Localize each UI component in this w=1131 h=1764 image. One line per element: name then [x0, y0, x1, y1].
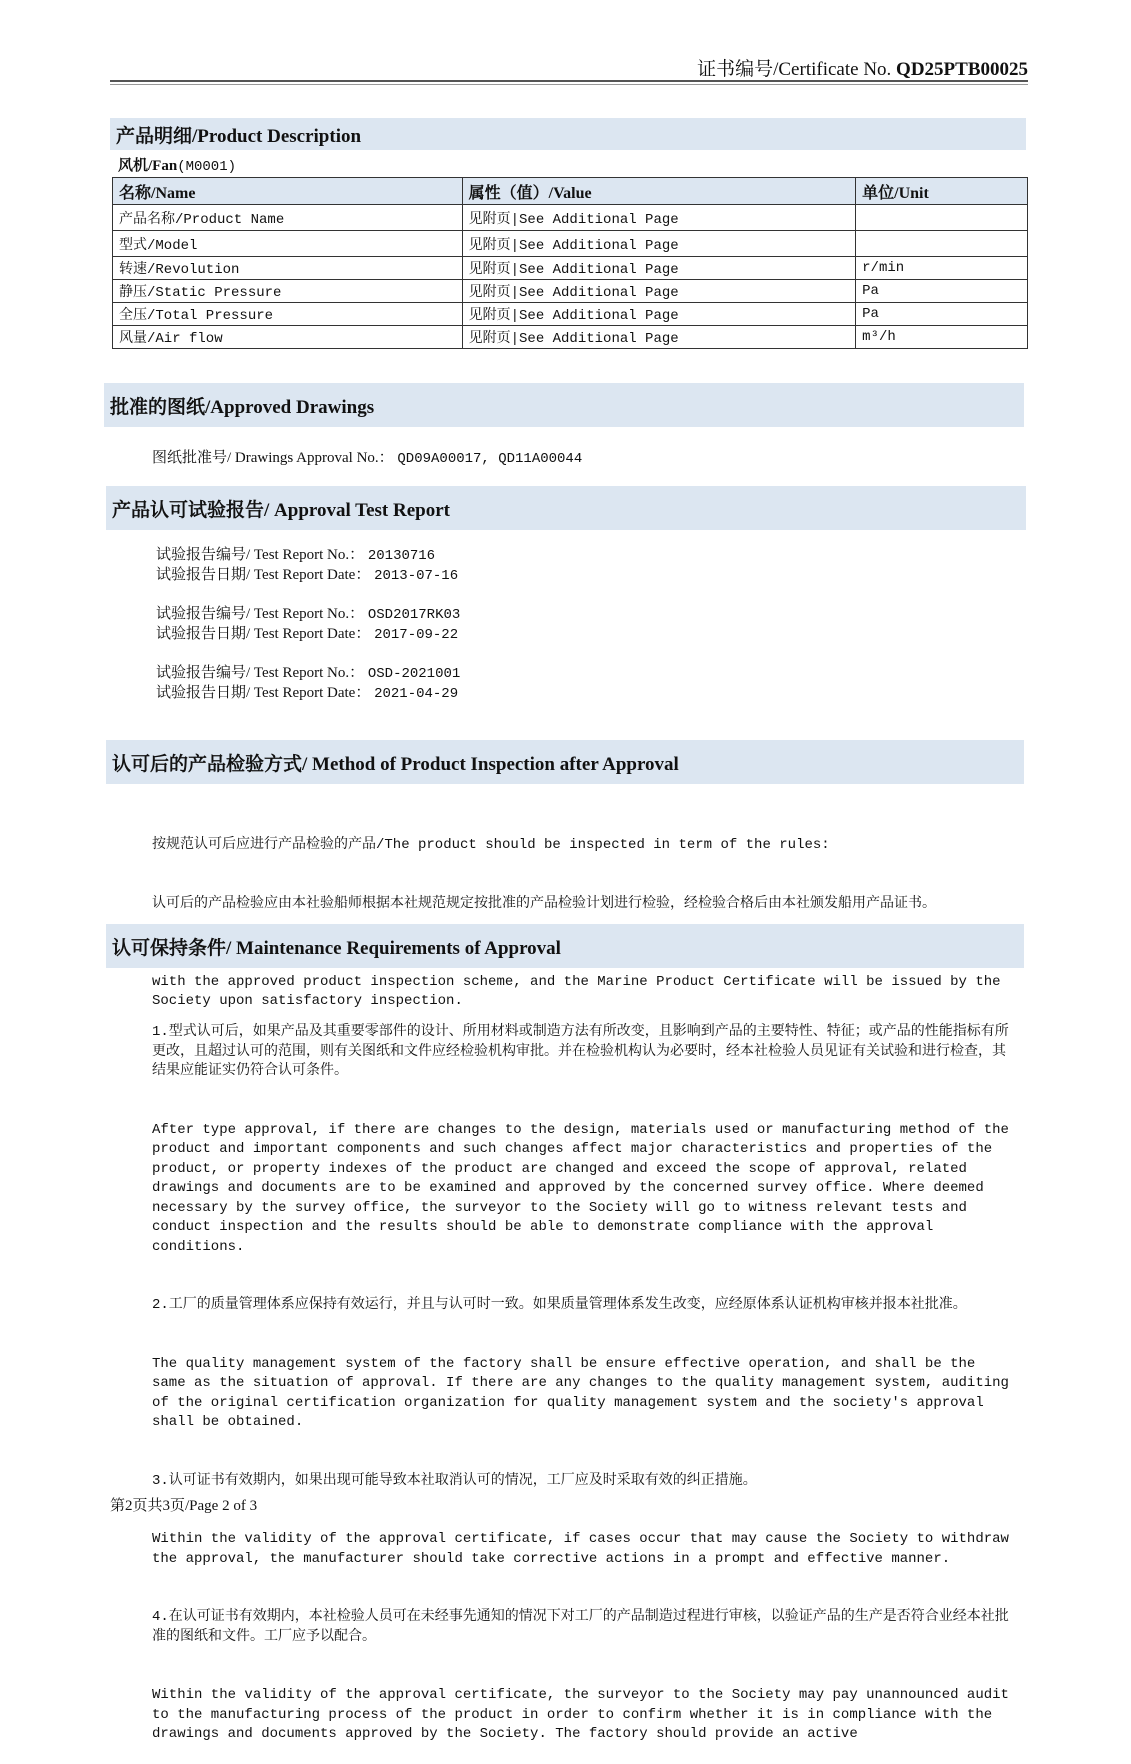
maintenance-p4-cn: 4.在认可证书有效期内，本社检验人员可在未经事先通知的情况下对工厂的产品制造过程进行审核，以验证产品的生产是否符合业经本社批准的图纸和文件。工厂应予以配合。 [152, 1609, 1009, 1645]
cell-value: 见附页|See Additional Page [462, 326, 856, 349]
section-product-description [110, 118, 1026, 150]
drawings-approval-value: QD09A00017, QD11A00044 [397, 451, 583, 467]
report-date-label: 试验报告日期/ Test Report Date： [156, 684, 371, 701]
maintenance-p2-cn: 2.工厂的质量管理体系应保持有效运行，并且与认可时一致。如果质量管理体系发生改变，应经原体系认证机构审核并报本社批准。 [152, 1297, 967, 1313]
maintenance-p3-cn: 3.认可证书有效期内，如果出现可能导致本社取消认可的情况，工厂应及时采取有效的纠正措施。 [152, 1472, 757, 1489]
header-divider [110, 80, 1028, 82]
cell-name: 全压/Total Pressure [113, 303, 463, 326]
product-type: 风机/Fan [118, 158, 178, 174]
maintenance-p1-en: After type approval, if there are changes to the design, materials used or manufacturing method of the product and important components and such changes affect major characteristics and properties of the product, or property indexes of the product are changed and exceed the scope of approval, related drawings and documents are to be examined and approved by the concerned survey office. Where deemed necessary by the survey office, the surveyor to the Society will go to witness relevant tests and conduct inspection and the results should be able to demonstrate compliance with the approval conditions. [152, 1121, 1018, 1255]
maintenance-p3-en: Within the validity of the approval certificate, if cases occur that may cause the Society to withdraw the approval, the manufacturer should take corrective actions in a prompt and effective manner. [152, 1531, 1018, 1567]
report-no-label: 试验报告编号/ Test Report No.： [156, 547, 365, 563]
table-row [113, 326, 1028, 349]
column-header-unit: 单位/Unit [856, 178, 1028, 205]
test-report-entry [156, 546, 458, 585]
table-row [113, 303, 1028, 326]
cell-unit: m³/h [856, 326, 1028, 349]
maintenance-p4-en: Within the validity of the approval certificate, the surveyor to the Society may pay unannounced audit to the manufacturing process of the product in order to confirm whether it is in compliance with the drawings and documents approved by the Society. The factory should provide an active [152, 1687, 1018, 1742]
table-row [113, 280, 1028, 303]
report-date-label: 试验报告日期/ Test Report Date： [156, 566, 371, 583]
cell-value: 见附页|See Additional Page [462, 303, 856, 326]
section-title: 产品明细/Product Description [116, 125, 362, 147]
section-title: 认可后的产品检验方式/ Method of Product Inspection after Approval [112, 753, 679, 775]
inspection-line-1: 按规范认可后应进行产品检验的产品/The product should be inspected in term of the rules: [152, 837, 830, 853]
cell-unit: Pa [856, 280, 1028, 303]
test-report-entry [156, 664, 460, 703]
cell-value: 见附页|See Additional Page [462, 231, 856, 257]
inspection-line-2-cn: 认可后的产品检验应由本社验船师根据本社规范规定按批准的产品检验计划进行检验，经检验合格后由本社颁发船用产品证书。 [152, 895, 936, 912]
report-no: 20130716 [367, 548, 436, 564]
cell-name: 转速/Revolution [113, 257, 463, 280]
drawings-approval-label: 图纸批准号/ Drawings Approval No.： [152, 450, 394, 466]
column-header-value: 属性（值）/Value [462, 178, 856, 205]
section-approved-drawings [104, 383, 1024, 427]
section-title: 产品认可试验报告/ Approval Test Report [112, 499, 450, 521]
report-date: 2021-04-29 [374, 685, 459, 702]
cell-unit: Pa [856, 303, 1028, 326]
table-row [113, 257, 1028, 280]
cell-name: 风量/Air flow [113, 326, 463, 349]
test-report-entry [156, 605, 460, 644]
cell-value: 见附页|See Additional Page [462, 205, 856, 231]
section-maintenance [106, 924, 1024, 968]
report-no-label: 试验报告编号/ Test Report No.： [156, 606, 365, 622]
section-test-report [106, 486, 1026, 530]
drawings-approval-line [152, 446, 582, 467]
cell-unit [856, 205, 1028, 231]
table-row [113, 231, 1028, 257]
section-title: 批准的图纸/Approved Drawings [110, 396, 375, 418]
cell-value: 见附页|See Additional Page [462, 257, 856, 280]
report-no: OSD2017RK03 [367, 607, 461, 623]
section-inspection-method [106, 740, 1024, 784]
cell-name: 静压/Static Pressure [113, 280, 463, 303]
product-table [112, 177, 1028, 349]
table-row [113, 205, 1028, 231]
cell-value: 见附页|See Additional Page [462, 280, 856, 303]
certificate-number: QD25PTB00025 [896, 59, 1028, 80]
cell-unit [856, 231, 1028, 257]
report-date-label: 试验报告日期/ Test Report Date： [156, 625, 371, 642]
product-subtitle [118, 154, 236, 175]
column-header-name: 名称/Name [113, 178, 463, 205]
page-footer: 第2页共3页/Page 2 of 3 [110, 1498, 258, 1514]
cell-unit: r/min [856, 257, 1028, 280]
maintenance-body [152, 984, 1016, 1764]
cell-name: 产品名称/Product Name [113, 205, 463, 231]
report-date: 2013-07-16 [374, 567, 459, 584]
report-no-label: 试验报告编号/ Test Report No.： [156, 665, 365, 681]
table-header-row [113, 178, 1028, 205]
report-date: 2017-09-22 [374, 626, 459, 643]
cell-name: 型式/Model [113, 231, 463, 257]
maintenance-p2-en: The quality management system of the factory shall be ensure effective operation, and shall be the same as the situation of approval. If there are any changes to the quality management system, auditing of the original certification organization for quality management system and the society's approval shall be obtained. [152, 1355, 1018, 1430]
certificate-header [110, 54, 1028, 81]
section-title: 认可保持条件/ Maintenance Requirements of Approval [112, 937, 561, 959]
inspection-line-3-en: with the approved product inspection scheme, and the Marine Product Certificate will be issued by the Society upon satisfactory inspection. [152, 973, 1001, 1009]
header-divider-thin [110, 84, 1028, 85]
maintenance-p1-cn: 1.型式认可后，如果产品及其重要零部件的设计、所用材料或制造方法有所改变，且影响到产品的主要特性、特征；或产品的性能指标有所更改，且超过认可的范围，则有关图纸和文件应经检验机构审批。并在检验机构认为必要时，经本社检验人员见证有关试验和进行检查，其结果应能证实仍符合认可条件。 [152, 1024, 1009, 1079]
product-code: (M0001) [177, 159, 236, 175]
report-no: OSD-2021001 [367, 666, 461, 682]
certificate-label: 证书编号/Certificate No. [697, 59, 897, 80]
